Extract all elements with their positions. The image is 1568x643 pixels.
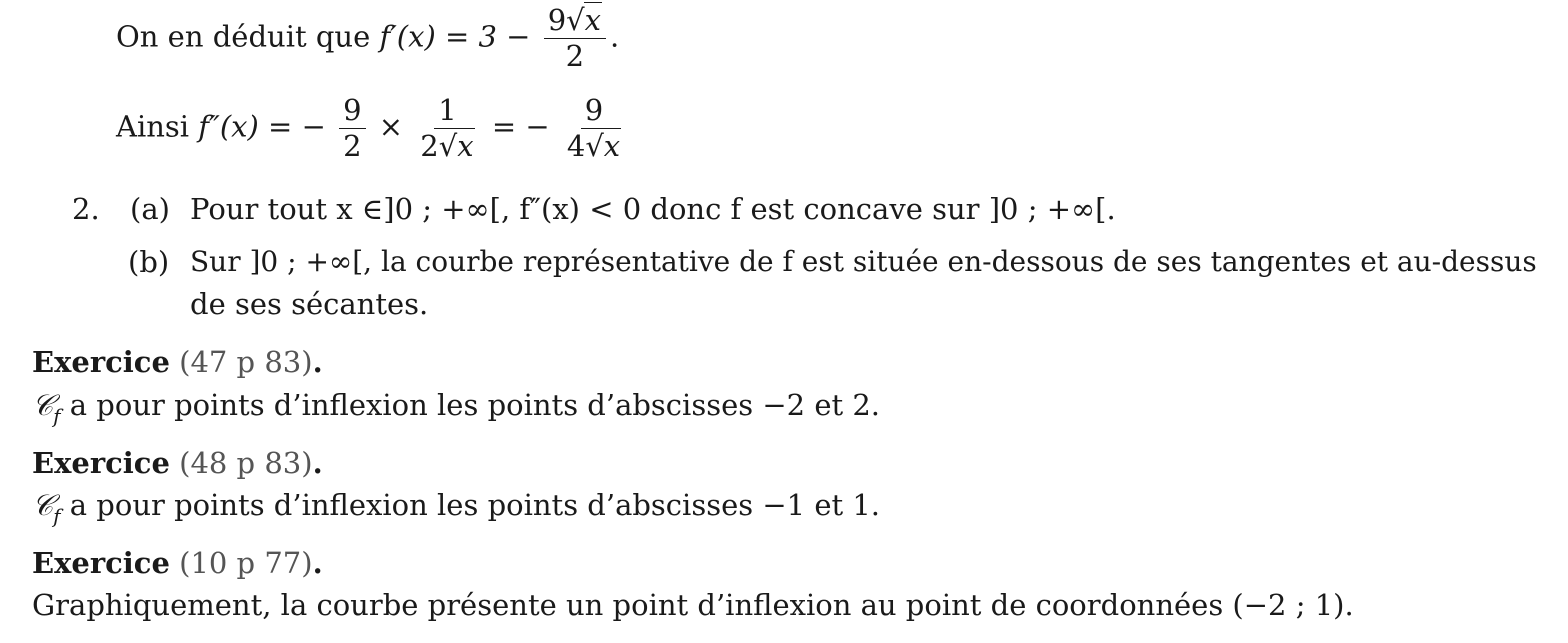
frac-num-coef: 9: [547, 3, 567, 37]
item-number: 2.: [72, 192, 100, 226]
derivative-intro: On en déduit que: [116, 19, 371, 54]
exercise-10-body: Graphiquement, la courbe présente un point d’inflexion au point de coordonnées (−2 ; 1).: [32, 588, 1354, 622]
exercise-47-body: 𝒞$_f$ a pour points d’inflexion les points d’abscisses −2 et 2.: [32, 388, 881, 428]
second-derivative-lhs: f″(x) = −: [198, 109, 326, 144]
item-2b-text-line1: Sur ]0 ; +∞[, la courbe représentative de f est située en-dessous de ses tangentes et au-dessus: [190, 245, 1537, 278]
exercise-48-body: 𝒞$_f$ a pour points d’inflexion les points d’abscisses −1 et 1.: [32, 488, 881, 528]
derivative-fraction: [544, 3, 606, 73]
fraction-nine-over-four-sqrt: $\frac{9}{4√x}$: [566, 93, 621, 163]
curve-symbol: 𝒞: [32, 488, 54, 522]
times-sign: ×: [378, 109, 404, 144]
frac-den: 2: [565, 39, 585, 73]
second-derivative-intro: Ainsi: [116, 109, 190, 144]
item-2a-label: (a): [130, 192, 170, 226]
derivative-lhs: f′(x) = 3 −: [379, 19, 531, 54]
derivative-line: [116, 3, 620, 73]
second-derivative-line: [116, 93, 629, 163]
sqrt-symbol: √x: [566, 3, 601, 37]
item-2b-text-line2: de ses sécantes.: [190, 287, 429, 321]
exercise-47-header: Exercice (47 p 83).: [32, 345, 323, 379]
curve-symbol: 𝒞: [32, 388, 54, 422]
item-2a-text: Pour tout x ∈]0 ; +∞[, f″(x) < 0 donc f est concave sur ]0 ; +∞[.: [190, 192, 1116, 226]
derivative-period: .: [610, 19, 620, 54]
fraction-one-over-two-sqrt: $\frac{1}{2√x}$: [420, 93, 474, 163]
equals-minus: = −: [491, 109, 550, 144]
exercise-10-header: Exercice (10 p 77).: [32, 546, 323, 580]
fraction-nine-halves: $\frac{9}{2}$: [339, 96, 365, 161]
exercise-48-header: Exercice (48 p 83).: [32, 446, 323, 480]
item-2a: [72, 192, 100, 226]
item-2b-label: (b): [128, 245, 170, 279]
